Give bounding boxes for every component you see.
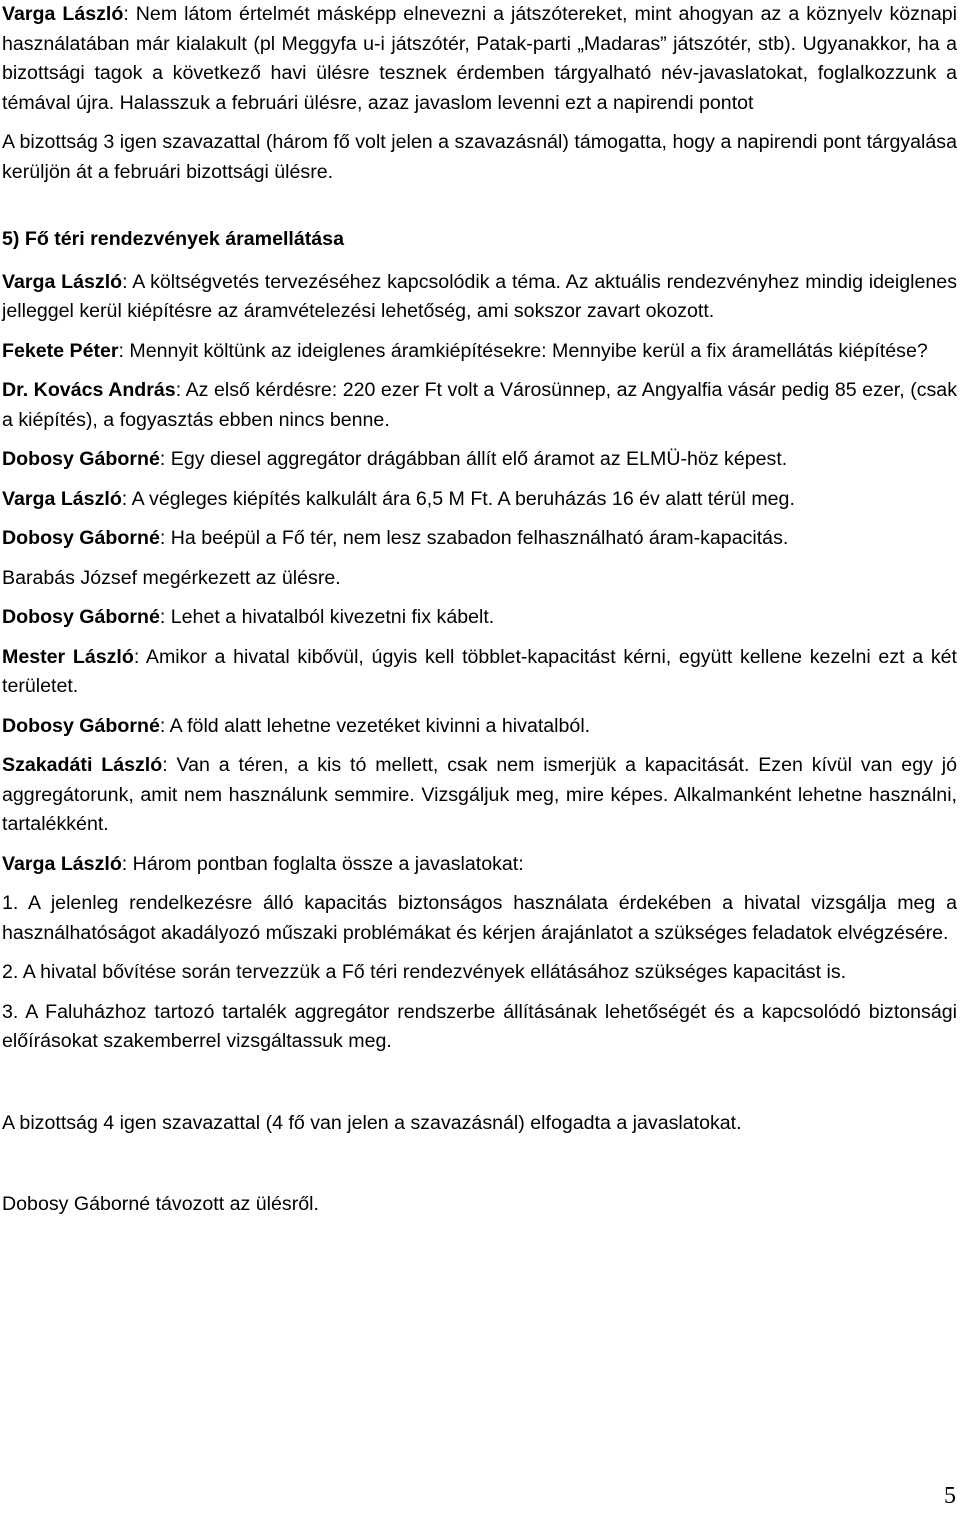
document-body <box>2 0 957 1220</box>
speaker-name: Varga László <box>2 487 122 510</box>
paragraph-fekete-peter <box>2 337 957 367</box>
paragraph-dobosy-departure: Dobosy Gáborné távozott az ülésről. <box>2 1193 319 1215</box>
proposal-item-3: 3. A Faluházhoz tartozó tartalék aggregátor rendszerbe állításának lehetőségét és a kapcsolódó biztonsági előírásokat szakemberrel vizsgáltassuk meg. <box>2 1000 957 1052</box>
paragraph-text: : Három pontban foglalta össze a javaslatokat: <box>121 852 524 875</box>
paragraph-text: : Lehet a hivatalból kivezetni fix kábelt. <box>159 606 495 628</box>
paragraph-varga-laszlo-2 <box>2 268 957 327</box>
speaker-name: Varga László <box>2 270 123 293</box>
speaker-name: Fekete Péter <box>2 339 119 362</box>
page-number: 5 <box>944 1483 956 1509</box>
paragraph-vote-result-2: A bizottság 4 igen szavazattal (4 fő van jelen a szavazásnál) elfogadta a javaslatokat. <box>2 1111 742 1134</box>
speaker-name: Dobosy Gáborné <box>2 714 160 737</box>
paragraph-text: : Az első kérdésre: 220 ezer Ft volt a Városünnep, az Angyalfia vásár pedig 85 ezer, (csak a kiépítés), a fogyasztás ebben nincs benne. <box>2 379 958 431</box>
paragraph-dobosy-gaborne-3 <box>2 603 957 633</box>
speaker-name: Dr. Kovács András <box>2 379 176 401</box>
paragraph-dobosy-gaborne-1 <box>2 445 957 475</box>
paragraph-varga-laszlo-4 <box>2 850 957 880</box>
proposal-item-1: 1. A jelenleg rendelkezésre álló kapacitás biztonságos használata érdekében a hivatal vizsgálja meg a használhatóságot akadályozó műszaki problémákat és kérjen árajánlatot a szükséges feladatok elvégzésére. <box>2 892 957 944</box>
paragraph-text: : A végleges kiépítés kalkulált ára 6,5 M Ft. A beruházás 16 év alatt térül meg. <box>121 487 795 510</box>
paragraph-text: : Nem látom értelmét másképp elnevezni a játszótereket, mint ahogyan az a köznyelv köznapi használatában már kialakult (pl Meggyfa u-i játszótér, Patak-parti „Madaras” játszótér, stb). Ugyanakkor, ha a bizottsági tagok a következő havi ülésre tesznek érdemben tárgyalható név-javaslatokat, foglalkozzunk a témával újra. Halasszuk a februári ülésre, azaz javaslom levenni ezt a napirendi pontot <box>2 3 957 114</box>
speaker-name: Varga László <box>2 852 122 875</box>
section-heading: 5) Fő téri rendezvények áramellátása <box>2 228 344 250</box>
paragraph-text: : A költségvetés tervezéséhez kapcsolódik a téma. Az aktuális rendezvényhez mindig ideiglenes jelleggel kerül kiépítésre az áramvételezési lehetőség, ami sokszor zavart okozott. <box>2 270 957 322</box>
paragraph-text: : Egy diesel aggregátor drágábban állít elő áramot az ELMÜ-höz képest. <box>159 448 788 470</box>
paragraph-varga-laszlo-1 <box>2 0 957 118</box>
speaker-name: Dobosy Gáborné <box>2 448 160 470</box>
paragraph-text: : Amikor a hivatal kibővül, úgyis kell többlet-kapacitást kérni, együtt kellene kezelni ezt a két területet. <box>2 645 957 697</box>
speaker-name: Varga László <box>2 3 124 25</box>
paragraph-mester-laszlo <box>2 643 957 702</box>
paragraph-dobosy-gaborne-2 <box>2 524 957 554</box>
speaker-name: Dobosy Gáborné <box>2 606 160 628</box>
speaker-name: Szakadáti László <box>2 754 163 776</box>
paragraph-varga-laszlo-3 <box>2 485 957 515</box>
speaker-name: Dobosy Gáborné <box>2 527 160 549</box>
paragraph-vote-result-1: A bizottság 3 igen szavazattal (három fő volt jelen a szavazásnál) támogatta, hogy a napirendi pont tárgyalása kerüljön át a februári bizottsági ülésre. <box>2 131 957 183</box>
speaker-name: Mester László <box>2 645 134 668</box>
paragraph-dobosy-gaborne-4 <box>2 712 957 742</box>
paragraph-text: : Ha beépül a Fő tér, nem lesz szabadon felhasználható áram-kapacitás. <box>159 527 789 549</box>
paragraph-kovacs-andras <box>2 376 957 435</box>
paragraph-text: : Van a téren, a kis tó mellett, csak nem ismerjük a kapacitását. Ezen kívül van egy jó aggregátorunk, amit nem használunk semmire. Vizsgáljuk meg, mire képes. Alkalmanként lehetne használni, tartalékként. <box>2 754 957 835</box>
paragraph-text: : A föld alatt lehetne vezetéket kivinni a hivatalból. <box>159 714 591 737</box>
proposal-item-2: 2. A hivatal bővítése során tervezzük a Fő téri rendezvények ellátásához szükséges kapacitást is. <box>2 961 847 983</box>
paragraph-barabas-arrival: Barabás József megérkezett az ülésre. <box>2 566 341 589</box>
paragraph-szakadati-laszlo <box>2 751 957 840</box>
paragraph-text: : Mennyit költünk az ideiglenes áramkiépítésekre: Mennyibe kerül a fix áramellátás kiépítése? <box>118 339 928 362</box>
